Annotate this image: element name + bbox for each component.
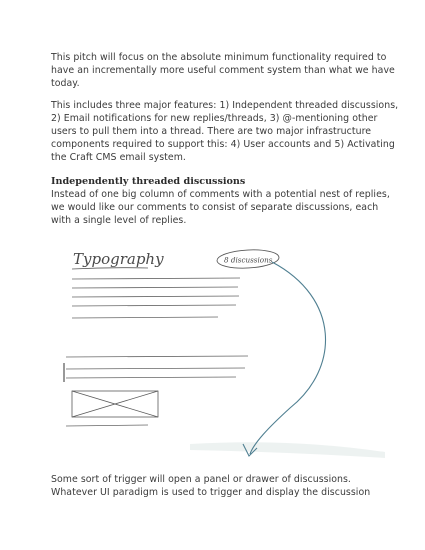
text-line: This includes three major features: 1) Independent threaded discussions, xyxy=(51,100,399,111)
sketch-image-placeholder xyxy=(72,391,158,417)
drawer-shadow xyxy=(190,442,385,458)
text-line: Some sort of trigger will open a panel or drawer of discussions. xyxy=(51,474,351,485)
text-line: have an incrementally more useful comment system than what we have xyxy=(51,65,395,77)
text-line: Instead of one big column of comments with a potential nest of replies, xyxy=(51,189,390,200)
bubble-label: 8 discussions xyxy=(224,255,273,265)
arrow-icon xyxy=(250,262,326,454)
section-paragraph xyxy=(51,188,390,227)
sketch-title: Typography xyxy=(73,250,164,268)
text-line: Whatever UI paradigm is used to trigger and display the discussion xyxy=(51,487,371,499)
text-line: with a single level of replies. xyxy=(51,215,187,227)
text-line: the Craft CMS email system. xyxy=(51,152,186,164)
intro-paragraph xyxy=(51,51,395,90)
text-line: 2) Email notifications for new replies/threads, 3) @-mentioning other xyxy=(51,113,378,125)
text-line: users to pull them into a thread. There are two major infrastructure xyxy=(51,126,372,138)
text-line: today. xyxy=(51,78,80,90)
features-paragraph xyxy=(51,99,399,164)
text-line: This pitch will focus on the absolute minimum functionality required to xyxy=(51,52,387,63)
trigger-paragraph xyxy=(51,473,381,499)
text-line: we would like our comments to consist of separate discussions, each xyxy=(51,202,379,214)
sketch-caption-line xyxy=(66,425,148,426)
sketch-text-lines xyxy=(66,278,248,378)
text-line: components required to support this: 4) User accounts and 5) Activating xyxy=(51,139,395,151)
section-heading: Independently threaded discussions xyxy=(51,176,246,187)
discussion-sketch-illustration xyxy=(40,238,385,466)
